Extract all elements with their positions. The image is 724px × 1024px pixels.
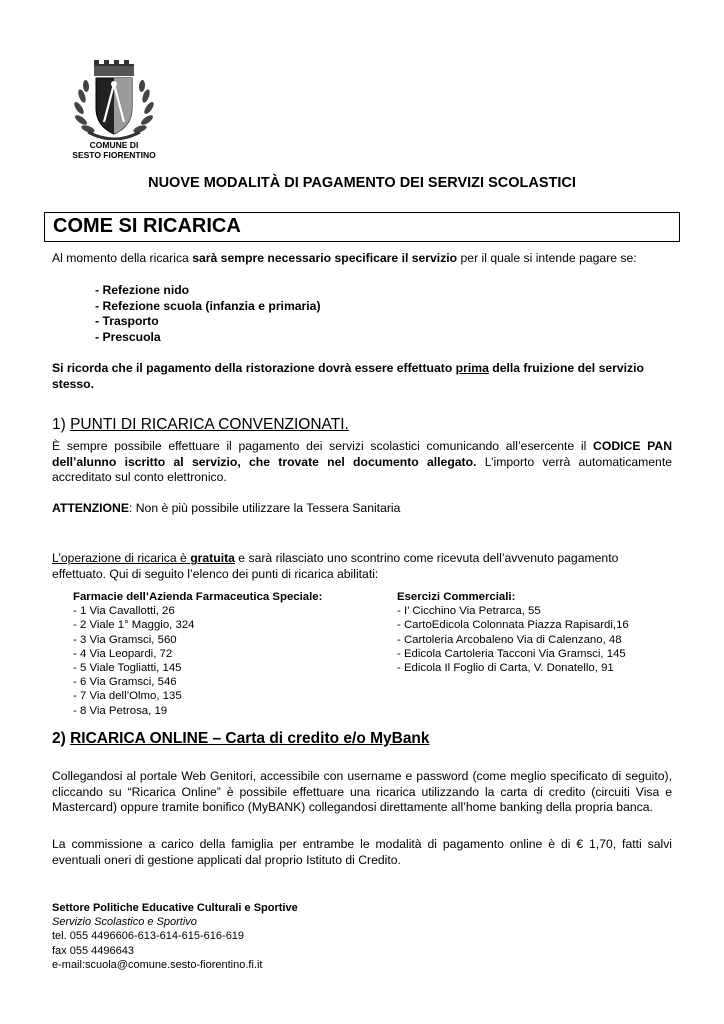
list-item: - Edicola Il Foglio di Carta, V. Donatello, 91 (397, 662, 614, 675)
attention-text: : Non è più possibile utilizzare la Tessera Sanitaria (128, 501, 401, 515)
attention-label: ATTENZIONE (52, 501, 129, 515)
attention-note (52, 501, 672, 517)
list-item: - 2 Viale 1° Maggio, 324 (73, 619, 195, 632)
logo-text-line2: SESTO FIORENTINO (72, 150, 156, 160)
intro-text-1: Al momento della ricarica (52, 251, 193, 265)
footer-fax: fax 055 4496643 (52, 944, 134, 957)
intro-paragraph (52, 251, 672, 267)
section1-text-2: L’importo verrà automaticamente accreditato sul conto elettronico. (52, 454, 672, 484)
section2-heading-text: RICARICA ONLINE – Carta di credito e/o MyBank (70, 730, 430, 747)
shops-title: Esercizi Commerciali: (397, 591, 516, 603)
intro-text-bold: sarà sempre necessario specificare il servizio (192, 251, 458, 265)
list-item: - 7 Via dell’Olmo, 135 (73, 690, 182, 703)
list-item: - I’ Cicchino Via Petrarca, 55 (397, 605, 541, 618)
coat-of-arms-icon (68, 56, 160, 140)
section1-text-bold: CODICE PAN dell’alunno iscritto al servizio, che trovate nel documento allegato. (52, 439, 672, 469)
reminder-text-2: della fruizione del servizio stesso. (52, 361, 644, 391)
section-box (44, 212, 680, 242)
section2-paragraph-1: Collegandosi al portale Web Genitori, accessibile con username e password (come meglio specificato di seguito), cliccando su “Ricarica Online” è possibile effettuare una ricarica utilizzando la carta di credito (circuiti Visa e Mastercard) oppure tramite bonifico (MyBANK) collegandosi direttamente all’home banking della propria banca. (52, 769, 672, 814)
list-item: - CartoEdicola Colonnata Piazza Rapisardi,16 (397, 619, 629, 632)
footer-contacts (52, 901, 298, 972)
service-item: - Refezione scuola (infanzia e primaria) (95, 298, 321, 313)
service-item: - Trasporto (95, 314, 159, 328)
section1-text-1: È sempre possibile effettuare il pagamento dei servizi scolastici comunicando all’esercente il (52, 439, 594, 453)
operation-text-underlined: L’operazione di ricarica è (52, 551, 191, 565)
list-item: - 3 Via Gramsci, 560 (73, 633, 177, 646)
operation-text-free: gratuita (190, 551, 235, 565)
list-item: - 8 Via Petrosa, 19 (73, 704, 168, 717)
list-item: - 4 Via Leopardi, 72 (73, 647, 173, 660)
operation-paragraph (52, 551, 672, 582)
list-item: - 6 Via Gramsci, 546 (73, 676, 177, 689)
section2-number: 2) (52, 730, 71, 747)
pharmacies-list (73, 590, 322, 718)
service-item: - Refezione nido (95, 283, 190, 297)
operation-text-rest: e sarà rilasciato uno scontrino come ricevuta dell’avvenuto pagamento effettuato. Qui di seguito l’elenco dei punti di ricarica abilitati: (52, 551, 619, 581)
logo-text-line1: COMUNE DI (89, 140, 139, 150)
reminder-paragraph (52, 361, 672, 392)
footer-email[interactable]: e-mail:scuola@comune.sesto-fiorentino.fi.it (52, 958, 263, 971)
pharmacies-title: Farmacie dell’Azienda Farmaceutica Speciale: (73, 591, 323, 603)
reminder-text-1: Si ricorda che il pagamento della ristorazione dovrà essere effettuato (52, 361, 456, 375)
list-item: - Edicola Cartoleria Tacconi Via Gramsci, 145 (397, 647, 626, 660)
section2-paragraph-2: La commissione a carico della famiglia per entrambe le modalità di pagamento online è di € 1,70, fatti salvi eventuali oneri di gestione applicati dal proprio Istituto di Credito. (52, 837, 672, 867)
list-item: - Cartoleria Arcobaleno Via di Calenzano, 48 (397, 633, 622, 646)
section1-heading-text: PUNTI DI RICARICA CONVENZIONATI. (70, 416, 349, 433)
section-box-title: COME SI RICARICA (53, 215, 241, 237)
page-title: NUOVE MODALITÀ DI PAGAMENTO DEI SERVIZI SCOLASTICI (148, 175, 576, 191)
section1-number: 1) (52, 416, 71, 433)
section1-paragraph (52, 439, 672, 486)
service-item: - Prescuola (95, 329, 161, 344)
list-item: - 5 Viale Togliatti, 145 (73, 662, 182, 675)
footer-office: Settore Politiche Educative Culturali e Sportive (52, 902, 298, 914)
municipality-logo (68, 56, 160, 166)
footer-service: Servizio Scolastico e Sportivo (52, 916, 197, 929)
intro-text-2: per il quale si intende pagare se: (457, 251, 637, 265)
section2-heading (52, 730, 430, 748)
reminder-text-underlined: prima (455, 361, 489, 375)
footer-tel: tel. 055 4496606-613-614-615-616-619 (52, 930, 245, 943)
shops-list (397, 590, 629, 675)
list-item: - 1 Via Cavallotti, 26 (73, 605, 175, 618)
section1-heading (52, 416, 349, 434)
